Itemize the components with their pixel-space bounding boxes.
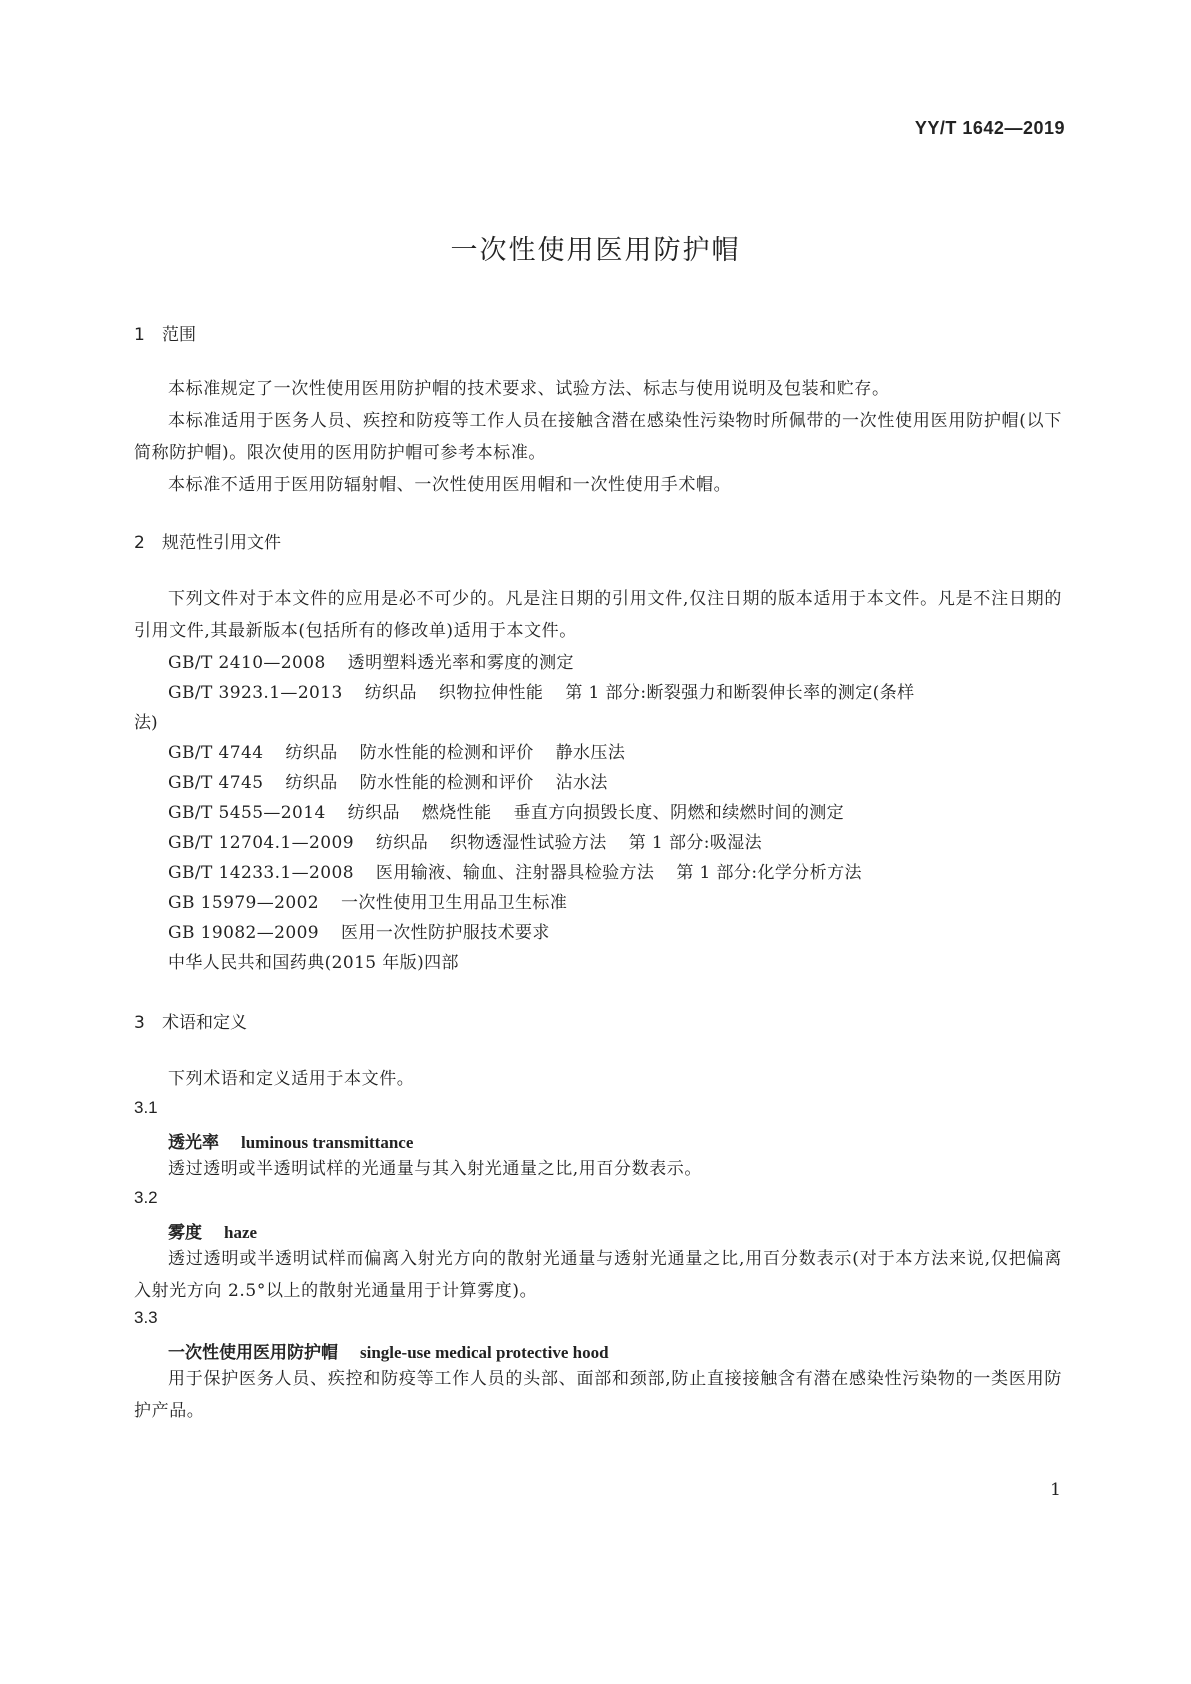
scope-paragraph-2: 本标准适用于医务人员、疾控和防疫等工作人员在接触含潜在感染性污染物时所佩带的一次性使用医用防护帽(以下简称防护帽)。限次使用的医用防护帽可参考本标准。 bbox=[134, 411, 1062, 463]
term-zh: 雾度 bbox=[168, 1223, 202, 1243]
reference-item bbox=[168, 678, 937, 703]
scope-paragraph-1: 本标准规定了一次性使用医用防护帽的技术要求、试验方法、标志与使用说明及包装和贮存。 bbox=[168, 379, 890, 399]
reference-title-part: 静水压法 bbox=[555, 743, 626, 763]
reference-item bbox=[168, 948, 459, 973]
reference-continuation: 法) bbox=[134, 713, 158, 733]
section-1-heading bbox=[134, 320, 196, 345]
section-title: 范围 bbox=[162, 325, 196, 345]
document-title: 一次性使用医用防护帽 bbox=[450, 235, 741, 266]
reference-title-part: 医用输液、输血、注射器具检验方法 bbox=[375, 863, 655, 883]
term-en: haze bbox=[224, 1223, 258, 1242]
reference-item bbox=[168, 858, 884, 883]
term-heading bbox=[168, 1338, 609, 1363]
page-number: 1 bbox=[1050, 1480, 1061, 1500]
terms-intro: 下列术语和定义适用于本文件。 bbox=[168, 1069, 415, 1089]
reference-code: GB/T 2410—2008 bbox=[168, 653, 326, 673]
reference-code: GB/T 12704.1—2009 bbox=[168, 833, 354, 853]
reference-title-part: 垂直方向损毁长度、阴燃和续燃时间的测定 bbox=[513, 803, 845, 823]
reference-title: 透明塑料透光率和雾度的测定 bbox=[347, 653, 574, 673]
reference-title-part: 防水性能的检测和评价 bbox=[359, 773, 534, 793]
section-3-heading bbox=[134, 1008, 247, 1033]
section-title: 规范性引用文件 bbox=[162, 533, 281, 553]
reference-code: GB/T 14233.1—2008 bbox=[168, 863, 354, 883]
reference-code: GB/T 5455—2014 bbox=[168, 803, 326, 823]
section-number: 2 bbox=[134, 533, 145, 553]
reference-item bbox=[168, 828, 784, 853]
term-definition: 透过透明或半透明试样的光通量与其入射光通量之比,用百分数表示。 bbox=[168, 1159, 703, 1179]
reference-title-part: 织物拉伸性能 bbox=[438, 683, 544, 703]
reference-title-part: 纺织品 bbox=[285, 773, 338, 793]
reference-title-part: 防水性能的检测和评价 bbox=[359, 743, 534, 763]
clause-number: 3.1 bbox=[134, 1098, 158, 1117]
reference-item bbox=[168, 798, 866, 823]
reference-title-part: 纺织品 bbox=[375, 833, 429, 853]
reference-title: 医用一次性防护服技术要求 bbox=[341, 923, 550, 943]
reference-code: GB 15979—2002 bbox=[168, 893, 320, 913]
section-title: 术语和定义 bbox=[162, 1013, 247, 1033]
clause-number: 3.2 bbox=[134, 1188, 158, 1207]
reference-item bbox=[168, 768, 630, 793]
term-definition: 用于保护医务人员、疾控和防疫等工作人员的头部、面部和颈部,防止直接接触含有潜在感染性污染物的一类医用防护产品。 bbox=[134, 1369, 1062, 1421]
reference-item bbox=[168, 738, 647, 763]
reference-title-part: 沾水法 bbox=[555, 773, 608, 793]
term-heading bbox=[168, 1128, 413, 1153]
reference-title-part: 织物透湿性试验方法 bbox=[450, 833, 607, 853]
reference-title-part: 纺织品 bbox=[347, 803, 400, 823]
term-en: luminous transmittance bbox=[241, 1133, 414, 1152]
reference-code: GB/T 4744 bbox=[168, 743, 264, 763]
standard-code: YY/T 1642—2019 bbox=[914, 118, 1065, 138]
reference-code: GB/T 3923.1—2013 bbox=[168, 683, 343, 703]
reference-title-part: 纺织品 bbox=[364, 683, 417, 703]
reference-title-part: 第 1 部分:吸湿法 bbox=[628, 833, 763, 853]
term-definition: 透过透明或半透明试样而偏离入射光方向的散射光通量与透射光通量之比,用百分数表示(对于本方法来说,仅把偏离入射光方向 2.5°以上的散射光通量用于计算雾度)。 bbox=[134, 1249, 1062, 1301]
reference-item bbox=[168, 648, 596, 673]
reference-title-part: 纺织品 bbox=[285, 743, 338, 763]
term-en: single-use medical protective hood bbox=[360, 1343, 609, 1362]
section-2-heading bbox=[134, 528, 281, 553]
reference-code: GB/T 4745 bbox=[168, 773, 264, 793]
reference-item bbox=[168, 918, 572, 943]
reference-title-part: 第 1 部分:断裂强力和断裂伸长率的测定(条样 bbox=[565, 683, 915, 703]
reference-title-part: 燃烧性能 bbox=[421, 803, 492, 823]
reference-code: GB 19082—2009 bbox=[168, 923, 320, 943]
reference-code: 中华人民共和国药典(2015 年版)四部 bbox=[168, 953, 459, 973]
references-intro: 下列文件对于本文件的应用是必不可少的。凡是注日期的引用文件,仅注日期的版本适用于本文件。凡是不注日期的引用文件,其最新版本(包括所有的修改单)适用于本文件。 bbox=[134, 589, 1062, 641]
reference-item bbox=[168, 888, 589, 913]
term-zh: 透光率 bbox=[168, 1133, 219, 1153]
term-heading bbox=[168, 1218, 257, 1243]
reference-title-part: 第 1 部分:化学分析方法 bbox=[676, 863, 862, 883]
term-zh: 一次性使用医用防护帽 bbox=[168, 1343, 338, 1363]
scope-paragraph-3: 本标准不适用于医用防辐射帽、一次性使用医用帽和一次性使用手术帽。 bbox=[168, 475, 732, 495]
section-number: 3 bbox=[134, 1013, 145, 1033]
section-number: 1 bbox=[134, 325, 145, 345]
reference-title: 一次性使用卫生用品卫生标准 bbox=[341, 893, 568, 913]
clause-number: 3.3 bbox=[134, 1308, 158, 1327]
